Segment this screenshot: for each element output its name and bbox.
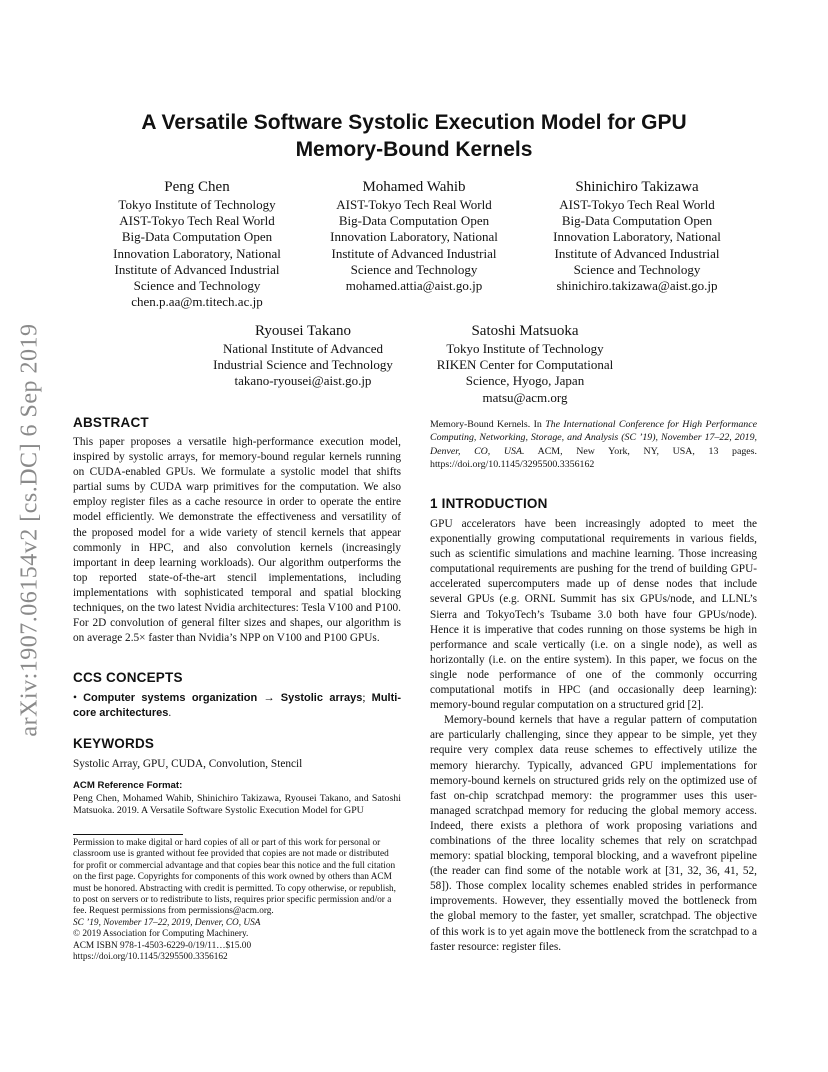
keywords-list: Systolic Array, GPU, CUDA, Convolution, Stencil xyxy=(73,758,303,770)
ccs-end: . xyxy=(168,707,172,720)
author-affiliation-line: AIST-Tokyo Tech Real World xyxy=(559,197,715,212)
introduction-body xyxy=(430,517,757,955)
author-affiliation-line: Industrial Science and Technology xyxy=(213,357,393,373)
author-affiliation-line: Big-Data Computation Open xyxy=(561,213,713,229)
ccs-separator: ; xyxy=(362,692,372,704)
author-affiliation-line: Science, Hyogo, Japan xyxy=(465,373,585,389)
ccs-arrow: → xyxy=(257,692,281,704)
author-affiliation-line: Institute of Advanced Industrial xyxy=(114,261,280,277)
introduction-heading: 1 INTRODUCTION xyxy=(430,496,548,511)
author-affiliation-line: AIST-Tokyo Tech Real World xyxy=(336,197,492,212)
author-affiliation-line: Institute of Advanced Industrial xyxy=(554,245,720,261)
acm-ref-venue: The International Conference for High Performance Computing, Networking, Storage, and Analysis (SC ’19), November 17–22, 2019, Denver, CO, USA. xyxy=(430,419,757,457)
acm-reference-text: Peng Chen, Mohamed Wahib, Shinichiro Takizawa, Ryousei Takano, and Satoshi Matsuoka. 2019. A Versatile Software Systolic Execution Model for GPU xyxy=(73,793,401,817)
ccs-concept: Systolic arrays xyxy=(280,692,363,704)
abstract-body: This paper proposes a versatile high-performance execution model, inspired by systolic arrays, for memory-bound regular kernels running on CUDA-enabled GPUs. We formulate a systolic model that shifts partial sums by CUDA warp primitives for the computation. We also employ register files as a cache resource in order to operate the entire model efficiently. We demonstrate the effectiveness and versatility of the proposed model for a wide variety of stencil kernels that appear commonly in HPC, and also convolution kernels (increasingly important in deep learning workloads). Our algorithm outperforms the top reported state-of-the-art stencil implementations, including implementations with sophisticated temporal and spatial blocking techniques, on the two latest Nvidia architectures: Tesla V100 and P100. For 2D convolution of general filter sizes and shapes, our algorithm is on average 2.5× faster than Nvidia’s NPP on V100 and P100 GPUs. xyxy=(73,436,401,645)
ccs-bullet: • xyxy=(73,692,77,704)
author-affiliation-line: Science and Technology xyxy=(350,261,478,277)
author-email: shinichiro.takizawa@aist.go.jp xyxy=(556,278,718,294)
author-block xyxy=(526,178,748,294)
author-affiliation-line: Innovation Laboratory, National xyxy=(553,229,721,245)
author-affiliation-line: AIST-Tokyo Tech Real World xyxy=(119,213,275,229)
title-line-2: Memory-Bound Kernels xyxy=(295,138,533,161)
author-block xyxy=(198,322,408,390)
copyright-line: © 2019 Association for Computing Machinery. xyxy=(73,929,249,940)
paper-title xyxy=(60,109,768,163)
permission-notice xyxy=(73,838,401,963)
author-email: chen.p.aa@m.titech.ac.jp xyxy=(131,294,263,310)
ccs-concepts xyxy=(73,691,401,721)
keywords-heading: KEYWORDS xyxy=(73,736,155,751)
author-name: Satoshi Matsuoka xyxy=(471,323,579,339)
author-affiliation-line: Science and Technology xyxy=(573,261,701,277)
author-affiliation-line: Science and Technology xyxy=(133,278,261,294)
arxiv-identifier xyxy=(10,300,50,760)
ccs-concept: Multi-core architectures xyxy=(73,692,401,720)
arxiv-identifier-text: arXiv:1907.06154v2 [cs.DC] 6 Sep 2019 xyxy=(16,323,43,737)
acm-reference-heading: ACM Reference Format: xyxy=(73,780,183,791)
ccs-concept: Computer systems organization xyxy=(83,692,258,704)
footnote-divider xyxy=(73,834,183,835)
author-affiliation-line: Institute of Advanced Industrial xyxy=(331,245,497,261)
author-name: Shinichiro Takizawa xyxy=(575,179,699,195)
intro-paragraph: Memory-bound kernels that have a regular pattern of computation are particularly challenging, since they appear to be simple, yet they require very complex data reuse schemes to effectively utilize the memory hierarchy. Typically, advanced GPU implementations for memory-bound kernels on structured grids rely on the optimized use of fast on-chip scratchpad memory: the programmer uses this user-managed scratchpad memory for reducing the global memory access. Indeed, there exists a plethora of work proposing variations and combinations of the three locality schemes that rely on scratchpad memory: spatial blocking, temporal blocking, and a wavefront pipeline (the reader can find some of the notable work at [31, 32, 36, 41, 52, 58]). Those complex locality schemes enabled strides in performance improvements. However, they essentially moved the bottleneck from the global memory to the faster, yet smaller, scratchpad. The objective of this work is to yet again move the bottleneck from the scratchpad to a faster resource: register files. xyxy=(430,714,757,953)
author-name: Ryousei Takano xyxy=(255,323,351,339)
doi-line: https://doi.org/10.1145/3295500.3356162 xyxy=(73,952,228,963)
author-email: takano-ryousei@aist.go.jp xyxy=(234,373,372,389)
author-email: matsu@acm.org xyxy=(482,389,568,405)
author-affiliation-line: Big-Data Computation Open xyxy=(121,229,273,245)
author-affiliation-line: RIKEN Center for Computational xyxy=(436,357,614,373)
author-affiliation-line: Big-Data Computation Open xyxy=(338,213,490,229)
conference-line: SC ’19, November 17–22, 2019, Denver, CO, USA xyxy=(73,917,261,928)
author-affiliation-line: National Institute of Advanced xyxy=(223,341,383,356)
permission-text: Permission to make digital or hard copies of all or part of this work for personal or classroom use is granted without fee provided that copies are not made or distributed for profit or commercial advantage and that copies bear this notice and the full citation on the first page. Copyrights for components of this work owned by others than ACM must be honored. Abstracting with credit is permitted. To copy otherwise, or republish, to post on servers or to redistribute to lists, requires prior specific permission and/or a fee. Request permissions from permissions@acm.org. xyxy=(73,838,396,917)
author-affiliation-line: Tokyo Institute of Technology xyxy=(118,197,276,212)
author-affiliation-line: Innovation Laboratory, National xyxy=(113,245,281,261)
author-name: Mohamed Wahib xyxy=(362,179,466,195)
author-block xyxy=(309,178,519,294)
author-affiliation-line: Tokyo Institute of Technology xyxy=(446,341,604,356)
acm-reference-continuation xyxy=(430,418,757,472)
ccs-heading: CCS CONCEPTS xyxy=(73,670,183,685)
author-name: Peng Chen xyxy=(164,179,230,195)
author-email: mohamed.attia@aist.go.jp xyxy=(345,278,483,294)
author-block xyxy=(92,178,302,310)
acm-ref-cont-pre: Memory-Bound Kernels. In xyxy=(430,419,546,430)
title-line-1: A Versatile Software Systolic Execution Model for GPU xyxy=(141,111,687,134)
author-block xyxy=(420,322,630,406)
abstract-heading: ABSTRACT xyxy=(73,415,149,430)
author-affiliation-line: Innovation Laboratory, National xyxy=(330,229,498,245)
acm-ref-cont-post: ACM, New York, NY, USA, 13 pages. https://doi.org/10.1145/3295500.3356162 xyxy=(430,445,757,471)
isbn-line: ACM ISBN 978-1-4503-6229-0/19/11…$15.00 xyxy=(73,940,252,951)
intro-paragraph: GPU accelerators have been increasingly adopted to meet the exponentially growing computational requirements in various fields, such as scientific simulations and machine learning. Those increasing computational requirements are pushing for the trend of building GPU-accelerated supercomputers made up of dense nodes that include several GPUs (e.g. ORNL Summit has six GPUs/node, and LLNL’s Sierra and TokyoTech’s Tsubame 3.0 both have four GPUs/node). Hence it is imperative that codes running on those systems be high in performance and scale vertically (i.e. on a single node), as well as horizontally (i.e. on the entire system). In this paper, we focus on the single node performance of one of the commonly occurring computational motifs in HPC (and occasionally deep learning): memory-bound regular computation on a structured grid [2]. xyxy=(430,518,757,712)
